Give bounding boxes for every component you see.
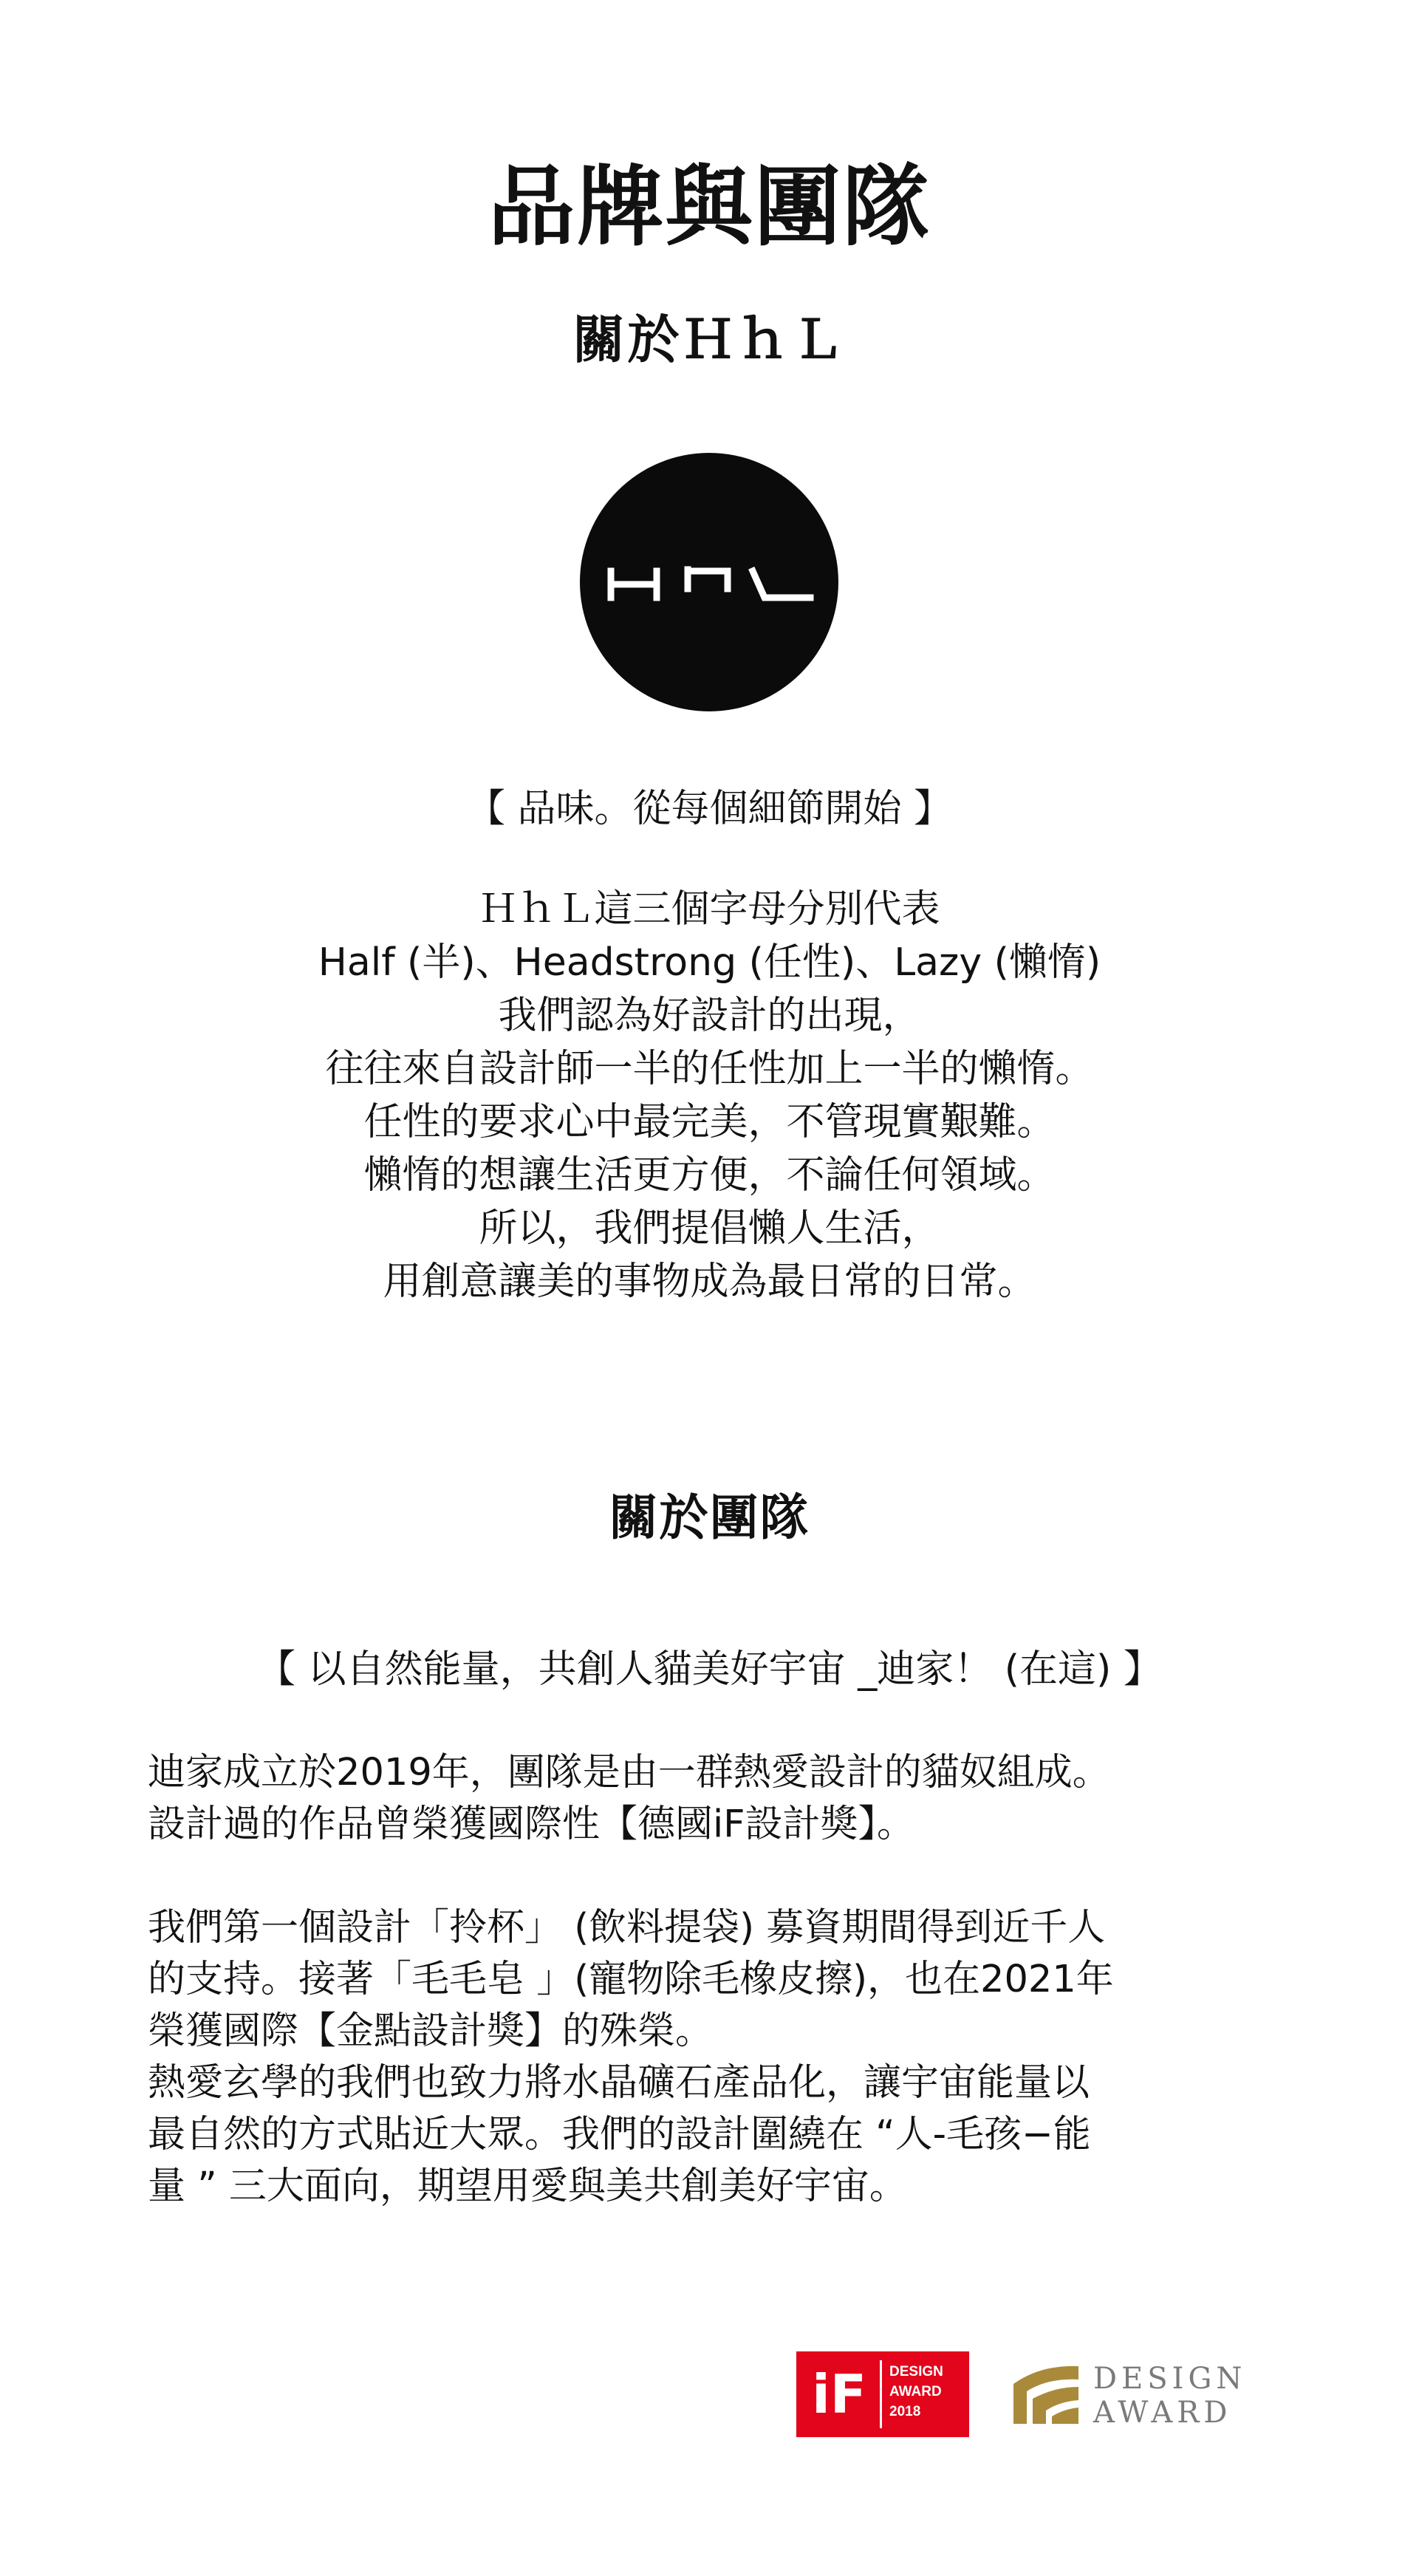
team-line: 迪家成立於2019年，團隊是由一群熱愛設計的貓奴組成。 [148,1751,1110,1794]
team-slogan: 【 以自然能量，共創人貓美好宇宙 _迪家！ (在這) 】 [257,1647,1162,1692]
team-line: 量 ” 三大面向，期望用愛與美共創美好宇宙。 [148,2165,907,2208]
team-line: 我們第一個設計「拎杯」 (飲料提袋) 募資期間得到近千人 [148,1906,1106,1950]
golden-pin-award-text [1093,2362,1246,2430]
if-logo-icon: iF [812,2363,866,2425]
golden-pin-icon [1011,2362,1081,2427]
if-design-award-badge [796,2351,969,2437]
golden-pin-line: AWARD [1093,2396,1232,2430]
team-line: 熱愛玄學的我們也致力將水晶礦石產品化，讓宇宙能量以 [148,2061,1090,2105]
brand-line: 我們認為好設計的出現， [498,994,921,1038]
about-brand-subtitle: 關於ＨｈＬ [572,310,847,370]
team-line: 的支持。接著「毛毛皂 」(寵物除毛橡皮擦)，也在2021年 [148,1958,1114,2001]
brand-line: Half (半)、Headstrong (任性)、Lazy (懶惰) [318,940,1101,985]
brand-description [0,883,1419,1308]
brand-tagline: 【 品味。從每個細節開始 】 [466,787,953,831]
team-line: 榮獲國際【金點設計獎】的殊榮。 [148,2009,714,2053]
divider [880,2360,882,2428]
golden-pin-design-award-badge [1011,2351,1254,2437]
brand-line: 懶惰的想讓生活更方便，不論任何領域。 [363,1153,1056,1198]
paragraph-spacer [148,1851,1285,1902]
if-award-text [889,2362,943,2422]
if-award-line: 2018 [889,2404,921,2419]
hhl-logo [580,453,838,711]
brand-line: 任性的要求心中最完美，不管現實艱難。 [363,1100,1056,1144]
if-award-line: AWARD [889,2384,942,2399]
page-title: 品牌與團隊 [488,156,931,258]
about-team-heading: 關於團隊 [609,1489,810,1546]
team-line: 設計過的作品曾榮獲國際性【德國iF設計獎】。 [148,1803,915,1846]
golden-pin-line: DESIGN [1093,2362,1247,2396]
hhl-logo-mark-icon [580,453,838,711]
team-line: 最自然的方式貼近大眾。我們的設計圍繞在 “人-毛孩−能 [148,2113,1091,2156]
team-description [148,1747,1285,2213]
brand-line: 用創意讓美的事物成為最日常的日常。 [383,1260,1036,1304]
brand-line: 往往來自設計師一半的任性加上一半的懶惰。 [325,1047,1094,1091]
brand-line: 所以，我們提倡懶人生活， [479,1206,940,1251]
brand-line: ＨｈＬ這三個字母分別代表 [479,887,940,932]
if-award-line: DESIGN [889,2364,943,2379]
